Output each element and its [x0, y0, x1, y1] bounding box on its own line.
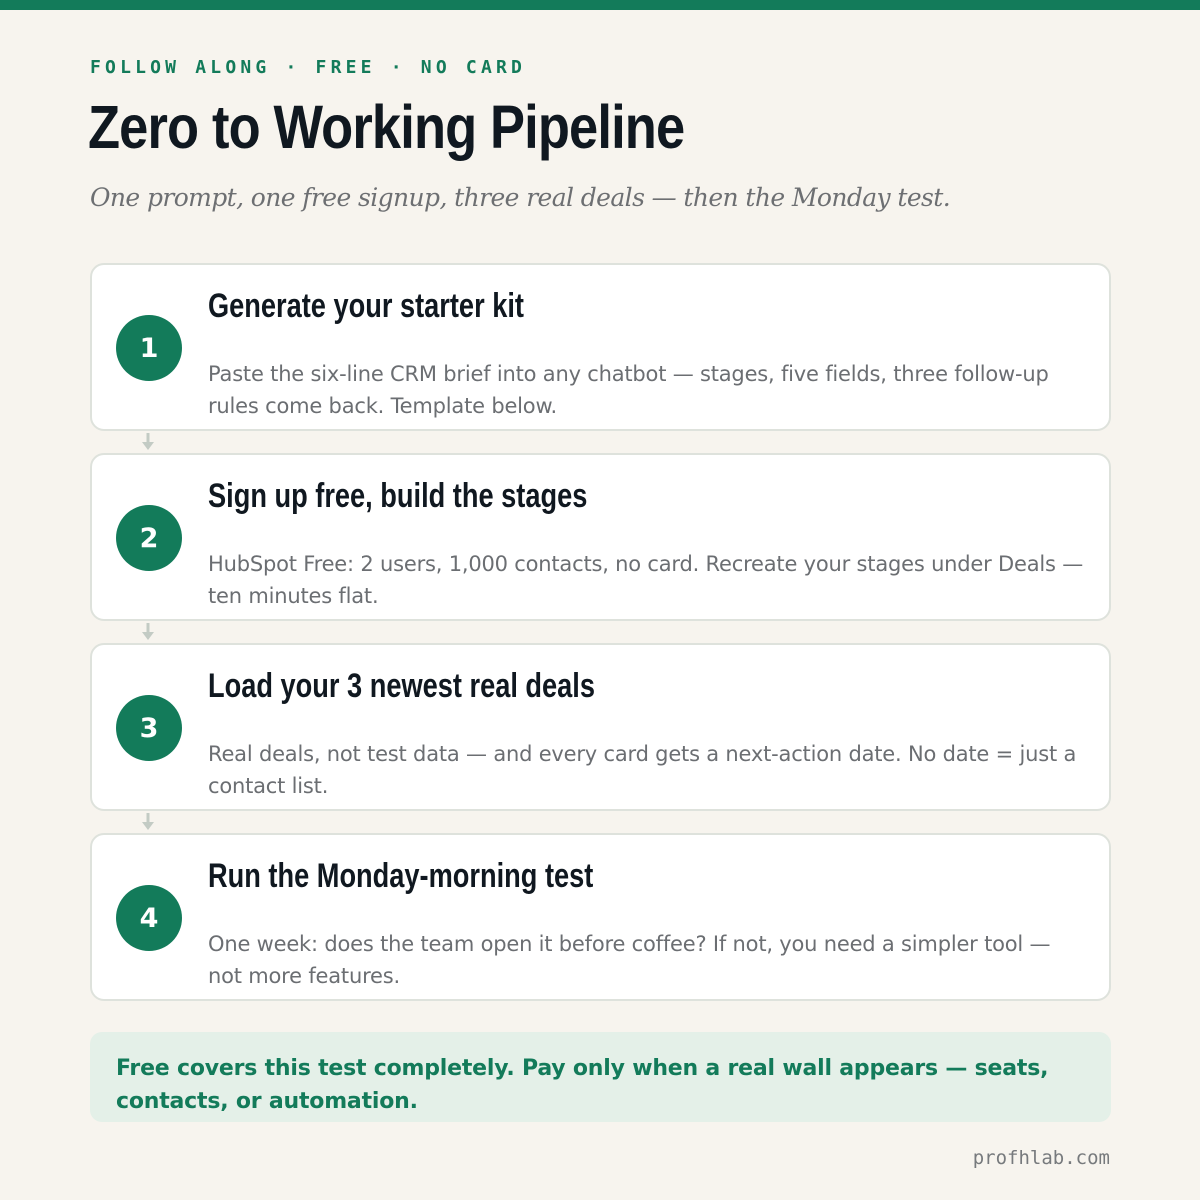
footer-site-url: profhlab.com [972, 1147, 1110, 1169]
step-title: Sign up free, build the stages [208, 477, 588, 515]
step-card-2 [90, 453, 1111, 621]
step-description: HubSpot Free: 2 users, 1,000 contacts, no card. Recreate your stages under Deals — ten minutes flat. [208, 552, 1084, 608]
step-title: Run the Monday-morning test [208, 857, 594, 895]
step-title: Load your 3 newest real deals [208, 667, 595, 705]
step-number-badge: 4 [116, 885, 182, 951]
callout-note [90, 1032, 1111, 1122]
callout-note-text: Free covers this test completely. Pay only when a real wall appears — seats, contacts, or automation. [116, 1056, 1049, 1114]
step-number-badge: 1 [116, 315, 182, 381]
step-description: One week: does the team open it before coffee? If not, you need a simpler tool — not more features. [208, 932, 1051, 988]
top-accent-bar [0, 0, 1200, 10]
arrow-down-icon [140, 431, 156, 453]
step-card-4 [90, 833, 1111, 1001]
step-description: Paste the six-line CRM brief into any chatbot — stages, five fields, three follow-up rules come back. Template below. [208, 362, 1049, 418]
step-number-badge: 3 [116, 695, 182, 761]
arrow-down-icon [140, 621, 156, 643]
step-card-3 [90, 643, 1111, 811]
step-description: Real deals, not test data — and every card gets a next-action date. No date = just a contact list. [208, 742, 1077, 798]
step-number-badge: 2 [116, 505, 182, 571]
step-title: Generate your starter kit [208, 287, 524, 325]
arrow-down-icon [140, 811, 156, 833]
step-card-1 [90, 263, 1111, 431]
eyebrow-label: FOLLOW ALONG · FREE · NO CARD [90, 57, 527, 78]
page-title: Zero to Working Pipeline [88, 93, 685, 161]
page-subtitle: One prompt, one free signup, three real deals — then the Monday test. [90, 183, 951, 212]
